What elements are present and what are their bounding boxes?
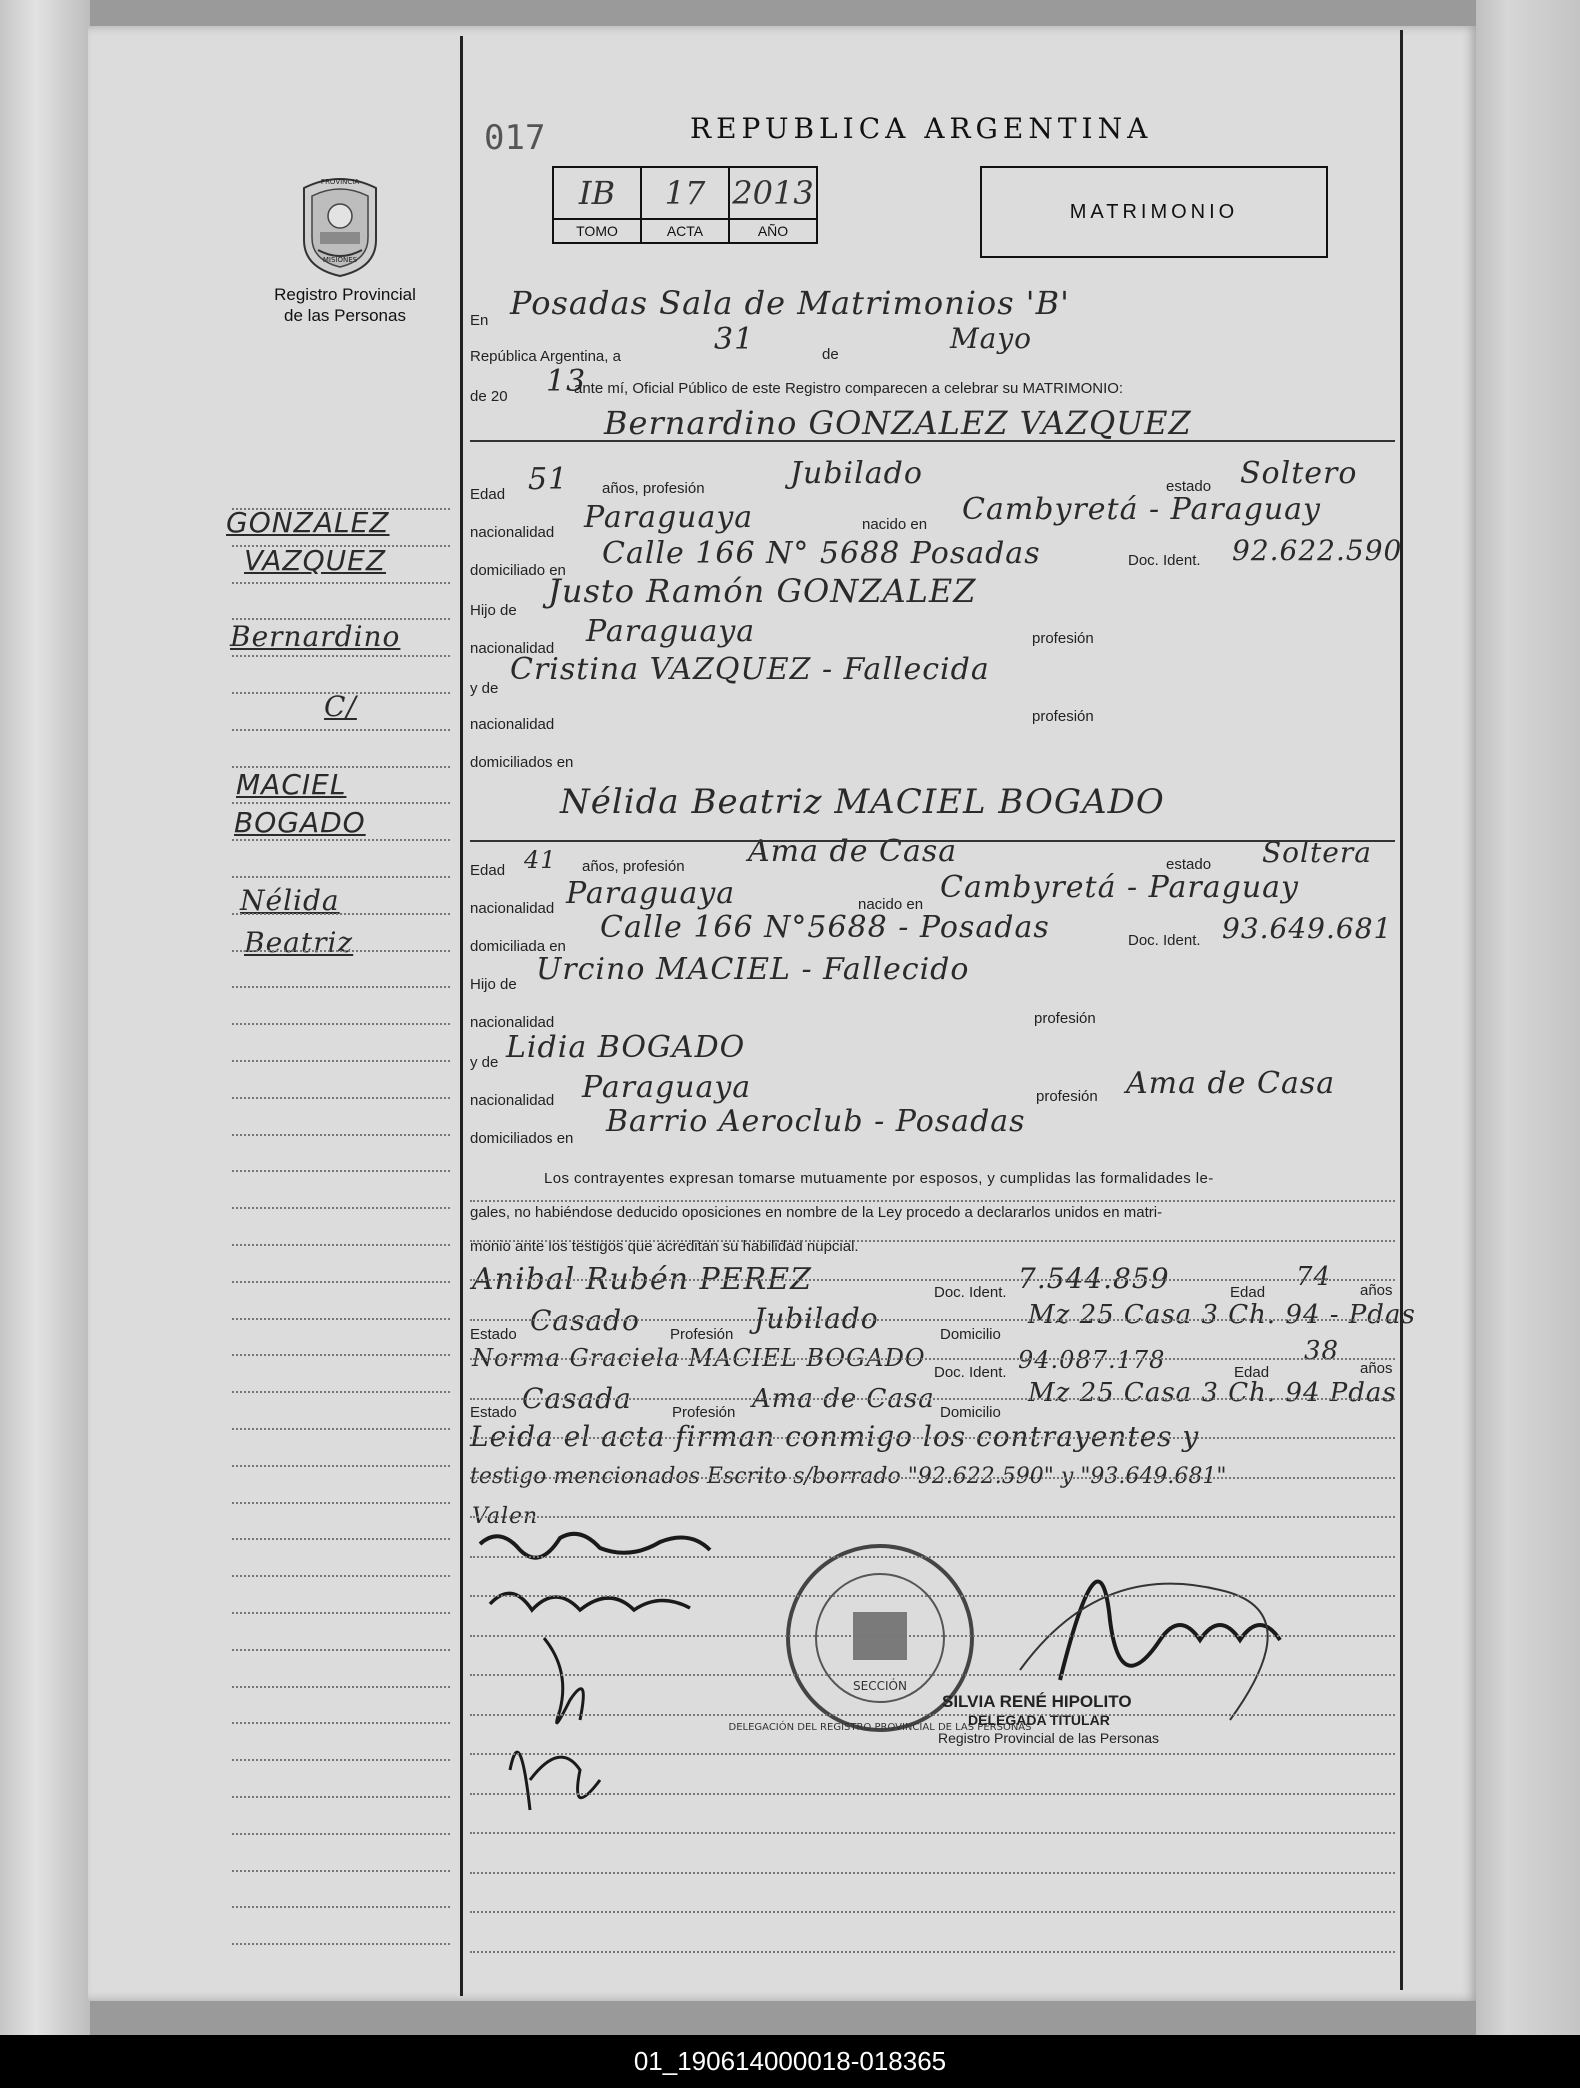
witness2-name: Norma Graciela MACIEL BOGADO (472, 1344, 926, 1372)
groom-address: Calle 166 N° 5688 Posadas (602, 536, 1041, 571)
form-ruled-line (470, 1951, 1395, 1953)
body-text-2: gales, no habiéndose deducido oposiciones en nombre de la Ley procedo a declararlos unidos en matri- (470, 1204, 1163, 1221)
margin-ruled-line (232, 1502, 450, 1504)
form-ruled-line (470, 1358, 1395, 1360)
margin-ruled-line (232, 1686, 450, 1688)
label-nacionalidad-bride-3: nacionalidad (470, 1092, 555, 1109)
margin-ruled-line (232, 1943, 450, 1945)
label-nacionalidad-bride: nacionalidad (470, 900, 555, 917)
round-stamp-inner-text: SECCIÓN (853, 1679, 907, 1693)
label-profesion-w2: Profesión (672, 1404, 736, 1421)
officer-office: Registro Provincial de las Personas (938, 1730, 1159, 1746)
officer-role: DELEGADA TITULAR (968, 1712, 1110, 1728)
margin-ruled-line (232, 839, 450, 841)
margin-ruled-line (232, 618, 450, 620)
margin-ruled-line (232, 655, 450, 657)
margin-note-surname3: MACIEL (236, 768, 347, 801)
groom-birthplace: Cambyretá - Paraguay (962, 492, 1321, 527)
bride-parents-address: Barrio Aeroclub - Posadas (606, 1104, 1026, 1139)
groom-signature (480, 1534, 710, 1558)
margin-ruled-line (232, 913, 450, 915)
form-ruled-line (470, 1279, 1395, 1281)
form-ruled-line (470, 1753, 1395, 1755)
month-value: Mayo (950, 322, 1033, 355)
bride-birthplace: Cambyretá - Paraguay (940, 870, 1299, 905)
label-doc-ident-w1: Doc. Ident. (934, 1284, 1007, 1301)
bride-doc: 93.649.681 (1222, 912, 1393, 945)
label-republica: República Argentina, a (470, 348, 621, 365)
form-ruled-line (470, 1793, 1395, 1795)
margin-ruled-line (232, 1207, 450, 1209)
label-estado-w2: Estado (470, 1404, 517, 1421)
label-de20: de 20 (470, 388, 508, 405)
label-hijo-de: Hijo de (470, 602, 517, 619)
form-ruled-line (470, 1832, 1395, 1834)
scan-file-id: 01_190614000018-018365 (0, 2035, 1580, 2088)
seal-top-text: PROVINCIA (320, 178, 360, 186)
margin-ruled-line (232, 545, 450, 547)
label-nacionalidad-3: nacionalidad (470, 716, 555, 733)
margin-ruled-line (232, 1759, 450, 1761)
provincial-seal-icon (298, 170, 382, 278)
witness1-doc: 7.544.859 (1018, 1262, 1170, 1295)
label-anios-profesion-bride: años, profesión (582, 858, 685, 875)
registry-box (552, 166, 818, 244)
label-y-de-bride: y de (470, 1054, 499, 1071)
margin-ruled-line (232, 1318, 450, 1320)
witness2-profession: Ama de Casa (752, 1384, 935, 1414)
label-domiciliada-en: domiciliada en (470, 938, 566, 955)
label-doc-ident: Doc. Ident. (1128, 552, 1201, 569)
office-label-line1: Registro Provincial (274, 285, 416, 304)
witness2-doc: 94.087.178 (1018, 1346, 1166, 1374)
label-y-de: y de (470, 680, 499, 697)
page-title: REPUBLICA ARGENTINA (690, 112, 1153, 145)
bride-nationality: Paraguaya (566, 876, 736, 911)
margin-ruled-line (232, 1428, 450, 1430)
groom-father: Justo Ramón GONZALEZ (548, 572, 977, 610)
margin-ruled-line (232, 1538, 450, 1540)
label-nacionalidad: nacionalidad (470, 524, 555, 541)
witness-signature-1 (544, 1638, 583, 1723)
label-anios-w2: años (1360, 1360, 1393, 1377)
margin-ruled-line (232, 1170, 450, 1172)
closing-line-3: Valen (472, 1504, 539, 1529)
margin-note-con: C/ (324, 690, 357, 723)
left-page-edge (0, 0, 90, 2035)
margin-note-bride2: Beatriz (244, 926, 354, 959)
margin-ruled-line (232, 1833, 450, 1835)
margin-ruled-line (232, 1060, 450, 1062)
bride-mother-nationality: Paraguaya (582, 1070, 752, 1105)
groom-mother: Cristina VAZQUEZ - Fallecida (510, 652, 990, 687)
bride-profession: Ama de Casa (748, 834, 958, 869)
label-estado-w1: Estado (470, 1326, 517, 1343)
label-edad-w2: Edad (1234, 1364, 1270, 1381)
label-domicilio-w2: Domicilio (940, 1404, 1001, 1421)
label-nacido-en: nacido en (862, 516, 928, 533)
tomo-label: TOMO (553, 219, 641, 243)
form-ruled-line (470, 1437, 1395, 1439)
label-estado: estado (1166, 478, 1212, 495)
anio-value: 2013 (729, 167, 817, 219)
witness2-status: Casada (522, 1382, 632, 1415)
margin-ruled-line (232, 986, 450, 988)
label-profesion-bride: profesión (1034, 1010, 1096, 1027)
groom-age: 51 (528, 462, 569, 497)
witness1-status: Casado (530, 1304, 640, 1337)
margin-ruled-line (232, 876, 450, 878)
margin-ruled-line (232, 729, 450, 731)
label-en: En (470, 312, 489, 329)
form-ruled-line (470, 1635, 1395, 1637)
margin-note-bride1: Nélida (240, 884, 340, 917)
label-de: de (822, 346, 839, 363)
margin-ruled-line (232, 1575, 450, 1577)
margin-ruled-line (232, 1870, 450, 1872)
section-divider (470, 440, 1395, 442)
bride-status: Soltera (1262, 836, 1372, 869)
form-ruled-line (470, 1240, 1395, 1242)
margin-rule-right (1400, 30, 1403, 1990)
closing-line-1: Leida el acta firman conmigo los contrayentes y (470, 1420, 1200, 1453)
margin-note-groom: Bernardino (230, 620, 401, 653)
witness1-address: Mz 25 Casa 3 Ch. 94 - Pdas (1028, 1300, 1416, 1330)
label-domicilio-w1: Domicilio (940, 1326, 1001, 1343)
groom-status: Soltero (1240, 456, 1358, 491)
day-value: 31 (714, 322, 755, 357)
label-nacido-en-bride: nacido en (858, 896, 924, 913)
form-ruled-line (470, 1911, 1395, 1913)
page-number: 017 (484, 118, 546, 158)
label-domiciliado-en: domiciliado en (470, 562, 566, 579)
bride-mother-profession: Ama de Casa (1126, 1066, 1336, 1101)
form-ruled-line (470, 1398, 1395, 1400)
form-ruled-line (470, 1595, 1395, 1597)
label-oficial: ante mí, Oficial Público de este Registro comparecen a celebrar su MATRIMONIO: (574, 380, 1124, 397)
label-edad: Edad (470, 486, 506, 503)
groom-profession: Jubilado (790, 456, 923, 491)
form-ruled-line (470, 1200, 1395, 1202)
form-ruled-line (470, 1319, 1395, 1321)
margin-ruled-line (232, 692, 450, 694)
label-anios-w1: años (1360, 1282, 1393, 1299)
closing-line-2: testigo mencionados Escrito s/borrado "92.622.590" y "93.649.681" (470, 1464, 1227, 1489)
margin-ruled-line (232, 1796, 450, 1798)
right-page-edge (1476, 0, 1580, 2035)
body-text-3: monio ante los testigos que acreditan su habilidad nupcial. (470, 1238, 859, 1255)
margin-ruled-line (232, 1134, 450, 1136)
form-ruled-line (470, 1516, 1395, 1518)
label-hijo-de-bride: Hijo de (470, 976, 517, 993)
margin-ruled-line (232, 1906, 450, 1908)
margin-ruled-line (232, 582, 450, 584)
label-nacionalidad-2: nacionalidad (470, 640, 555, 657)
label-domiciliados-en-bride: domiciliados en (470, 1130, 574, 1147)
anio-label: AÑO (729, 219, 817, 243)
seal-bottom-text: MISIONES (322, 256, 358, 264)
witness-signature-2 (510, 1752, 600, 1810)
form-ruled-line (470, 1714, 1395, 1716)
witness2-address: Mz 25 Casa 3 Ch. 94 Pdas (1028, 1378, 1397, 1408)
acta-value: 17 (641, 167, 729, 219)
margin-ruled-line (232, 1097, 450, 1099)
bride-age: 41 (524, 846, 557, 874)
form-ruled-line (470, 1556, 1395, 1558)
label-profesion-bride-2: profesión (1036, 1088, 1098, 1105)
tomo-value: IB (553, 167, 641, 219)
label-profesion: profesión (1032, 630, 1094, 647)
acta-label: ACTA (641, 219, 729, 243)
bride-name: Nélida Beatriz MACIEL BOGADO (560, 782, 1165, 822)
label-nacionalidad-bride-2: nacionalidad (470, 1014, 555, 1031)
label-edad-w1: Edad (1230, 1284, 1266, 1301)
year-value: 13 (546, 364, 587, 399)
label-estado-bride: estado (1166, 856, 1212, 873)
form-ruled-line (470, 1872, 1395, 1874)
margin-ruled-line (232, 1722, 450, 1724)
label-profesion-2: profesión (1032, 708, 1094, 725)
groom-nationality: Paraguaya (584, 500, 754, 535)
act-type-box: MATRIMONIO (980, 166, 1328, 258)
margin-ruled-line (232, 1465, 450, 1467)
form-ruled-line (470, 1477, 1395, 1479)
bride-father: Urcino MACIEL - Fallecido (536, 952, 970, 987)
margin-ruled-line (232, 1649, 450, 1651)
place-value: Posadas Sala de Matrimonios 'B' (510, 284, 1070, 322)
margin-ruled-line (232, 1391, 450, 1393)
witness2-age: 38 (1304, 1336, 1340, 1366)
groom-name: Bernardino GONZALEZ VAZQUEZ (604, 404, 1192, 442)
margin-ruled-line (232, 1244, 450, 1246)
label-doc-ident-bride: Doc. Ident. (1128, 932, 1201, 949)
form-ruled-line (470, 1674, 1395, 1676)
label-doc-ident-w2: Doc. Ident. (934, 1364, 1007, 1381)
bride-address: Calle 166 N°5688 - Posadas (600, 910, 1050, 945)
margin-note-surname2: VAZQUEZ (244, 544, 386, 577)
groom-father-nationality: Paraguaya (586, 614, 756, 649)
margin-ruled-line (232, 508, 450, 510)
office-label-line2: de las Personas (284, 306, 406, 325)
margin-ruled-line (232, 1023, 450, 1025)
body-text-1: Los contrayentes expresan tomarse mutuamente por esposos, y cumplidas las formalidades le- (544, 1170, 1214, 1187)
label-profesion-w1: Profesión (670, 1326, 734, 1343)
officer-name: SILVIA RENÉ HIPOLITO (942, 1692, 1132, 1711)
bride-mother: Lidia BOGADO (506, 1030, 746, 1065)
groom-doc: 92.622.590 (1232, 534, 1403, 567)
margin-ruled-line (232, 766, 450, 768)
margin-ruled-line (232, 950, 450, 952)
office-label (250, 284, 440, 326)
witness1-profession: Jubilado (754, 1302, 879, 1335)
label-domiciliados-en: domiciliados en (470, 754, 574, 771)
round-stamp-outer-text: DELEGACIÓN DEL REGISTRO PROVINCIAL DE LAS PERSONAS (728, 1722, 1032, 1733)
witness1-age: 74 (1296, 1262, 1332, 1292)
label-edad-bride: Edad (470, 862, 506, 879)
section-divider (470, 840, 1395, 842)
margin-ruled-line (232, 1281, 450, 1283)
label-anios-profesion: años, profesión (602, 480, 705, 497)
margin-note-surname4: BOGADO (234, 806, 366, 839)
margin-ruled-line (232, 1354, 450, 1356)
margin-ruled-line (232, 802, 450, 804)
margin-note-surname1: GONZALEZ (226, 506, 390, 539)
margin-ruled-line (232, 1612, 450, 1614)
witness1-name: Anibal Rubén PEREZ (472, 1262, 812, 1297)
